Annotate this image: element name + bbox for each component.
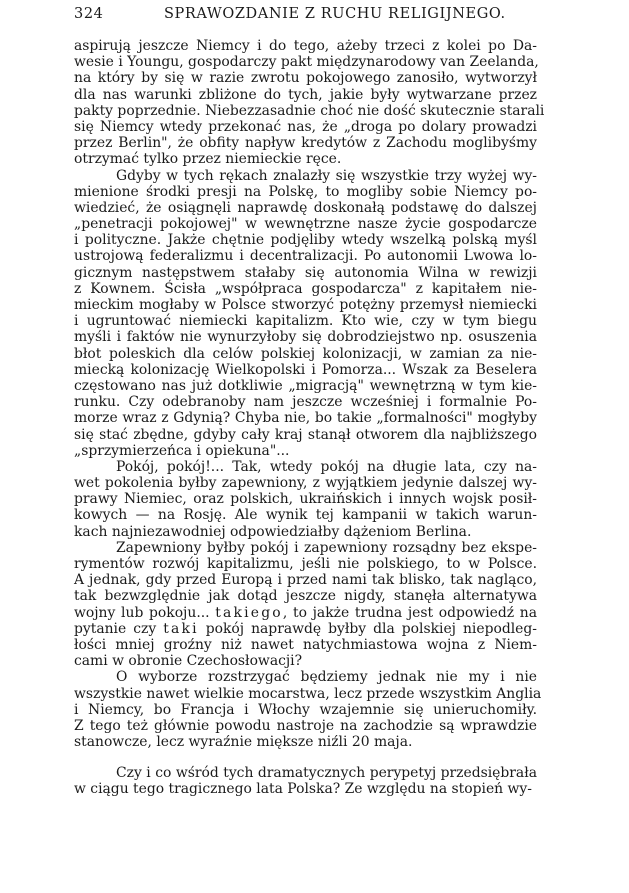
text-line: miecką kolonizację Wielkopolski i Pomorza... Wszak za Beselera	[74, 361, 537, 378]
text-line: O wyborze rozstrzygać będziemy jednak nie my i nie	[116, 669, 537, 686]
text-line: i polityczne. Jakże chętnie podjęliby wtedy wszelką polską myśl	[74, 232, 537, 249]
text-line: Z tego też głównie powodu nastroje na zachodzie są wprawdzie	[74, 717, 537, 734]
text-line: kach najniezawodniej odpowiedziałby dążeniom Berlina.	[74, 523, 472, 540]
text-line: aspirują jeszcze Niemcy i do tego, ażeby trzeci z kolei po Da-	[74, 38, 537, 54]
text-line: cami w obronie Czechosłowacji?	[74, 653, 303, 670]
text-line: A jednak, gdy przed Europą i przed nami tak blisko, tak nagląco,	[74, 572, 537, 589]
text-line: Czy i co wśród tych dramatycznych perypetyj przedsiębrała	[116, 765, 537, 782]
text-line: myśli i faktów nie wynurzyłoby się dobrodziejstwo np. osuszenia	[74, 329, 537, 346]
text-line: wet pokolenia byłby zapewniony, z wyjątkiem jedynie dalszej wy-	[74, 475, 537, 492]
text-line: i Niemcy, bo Francja i Włochy wzajemnie się unieruchomiły.	[74, 701, 537, 718]
text-line: wszystkie nawet wielkie mocarstwa, lecz przede wszystkim Anglia	[74, 685, 542, 702]
spaced-emphasis: takiego	[215, 604, 283, 621]
text-line: „sprzymierzeńca i opiekuna"...	[74, 442, 290, 459]
text-line: tak bezwzględnie jak dotąd jeszcze nigdy, stanęła alternatywa	[74, 588, 537, 605]
text-line: gicznym następstwem stałaby się autonomia Wilna w rewizji	[74, 264, 537, 281]
text-line: się Niemcy wtedy przekonać nas, że „droga po dolary prowadzi	[74, 118, 537, 135]
text-line: przez Berlin", że obfity napływ kredytów z Zachodu moglibyśmy	[74, 135, 537, 152]
text-line: ustrojową federalizmu i decentralizacji. Po autonomii Lwowa lo-	[74, 248, 537, 265]
text-line: w ciągu tego tragicznego lata Polska? Ze względu na stopień wy-	[74, 781, 532, 798]
text-line: łości mniej groźny niż nawet natychmiastowa wojna z Niem-	[74, 636, 537, 653]
text-line: mienione środki presji na Polskę, to mogliby sobie Niemcy po-	[74, 183, 537, 200]
paragraph	[74, 459, 537, 540]
paragraph	[74, 540, 537, 670]
text-line: i ugruntować niemiecki kapitalizm. Kto wie, czy w tym biegu	[74, 313, 537, 330]
text-line: częstowano nas już dotkliwie „migracją" wewnętrzną w tym kie-	[74, 377, 537, 394]
running-title: SPRAWOZDANIE Z RUCHU RELIGIJNEGO.	[164, 6, 506, 22]
paragraph	[74, 168, 537, 459]
page-header	[74, 6, 537, 26]
paragraph	[74, 38, 545, 168]
text-line: na który by się w razie zwrotu pokojowego zanosiło, wytworzył	[74, 70, 537, 87]
text-line: wiedzieć, że osiągnęli naprawdę doskonałą podstawę do dalszej	[74, 199, 537, 216]
page-number: 324	[74, 6, 104, 22]
text-line: się stać zbędne, gdyby cały kraj stanął otworem dla najbliższego	[74, 426, 537, 443]
text-line: otrzymać tylko przez niemieckie ręce.	[74, 151, 342, 168]
text-line: pytanie czy taki pokój naprawdę byłby dla polskiej niepodleg-	[74, 620, 537, 637]
text-line: wesie i Youngu, gospodarczy pakt międzynarodowy van Zeelanda,	[74, 54, 539, 71]
body-text	[74, 38, 545, 798]
text-line: z Kownem. Ścisła „współpraca gospodarcza" z kapitałem nie-	[74, 280, 537, 297]
text-line: mieckim mogłaby w Polsce stworzyć potężny przemysł niemiecki	[74, 297, 537, 313]
text-line: prawy Niemiec, oraz polskich, ukraińskich i innych wojsk posił-	[74, 491, 537, 508]
text-line: stanowcze, lecz wyraźnie miększe niźli 20 maja.	[74, 734, 413, 751]
text-line: rymentów rozwój kapitalizmu, jeśli nie polskiego, to w Polsce.	[74, 556, 537, 572]
spaced-emphasis: taki	[163, 620, 199, 637]
paragraph	[74, 669, 542, 751]
text-line: Zapewniony byłby pokój i zapewniony rozsądny bez ekspe-	[116, 539, 537, 556]
text-line: runku. Czy odebranoby nam jeszcze wcześniej i formalnie Po-	[74, 394, 537, 411]
text-line: Gdyby w tych rękach znalazły się wszystkie trzy wyżej wy-	[116, 167, 537, 184]
paragraph	[74, 765, 537, 797]
text-line: dla nas warunki zbliżone do tych, jakie były wytwarzane przez	[74, 86, 537, 103]
text-line: morze wraz z Gdynią? Chyba nie, bo takie „formalności" mogłyby	[74, 410, 537, 427]
text-line: kowych — na Rosję. Ale wynik tej kampanii w takich warun-	[74, 507, 537, 524]
text-line: „penetracji pokojowej" w wewnętrzne nasze życie gospodarcze	[74, 216, 537, 233]
text-line: pakty poprzednie. Niebezzasadnie choć nie dość skutecznie starali	[74, 102, 545, 119]
paragraph-gap	[74, 750, 537, 765]
text-line: błot poleskich dla celów polskiej kolonizacji, w zamian za nie-	[74, 345, 537, 362]
text-line: wojny lub pokoju... takiego, to jakże trudna jest odpowiedź na	[74, 604, 537, 621]
text-line: Pokój, pokój!... Tak, wtedy pokój na długie lata, czy na-	[116, 458, 537, 475]
